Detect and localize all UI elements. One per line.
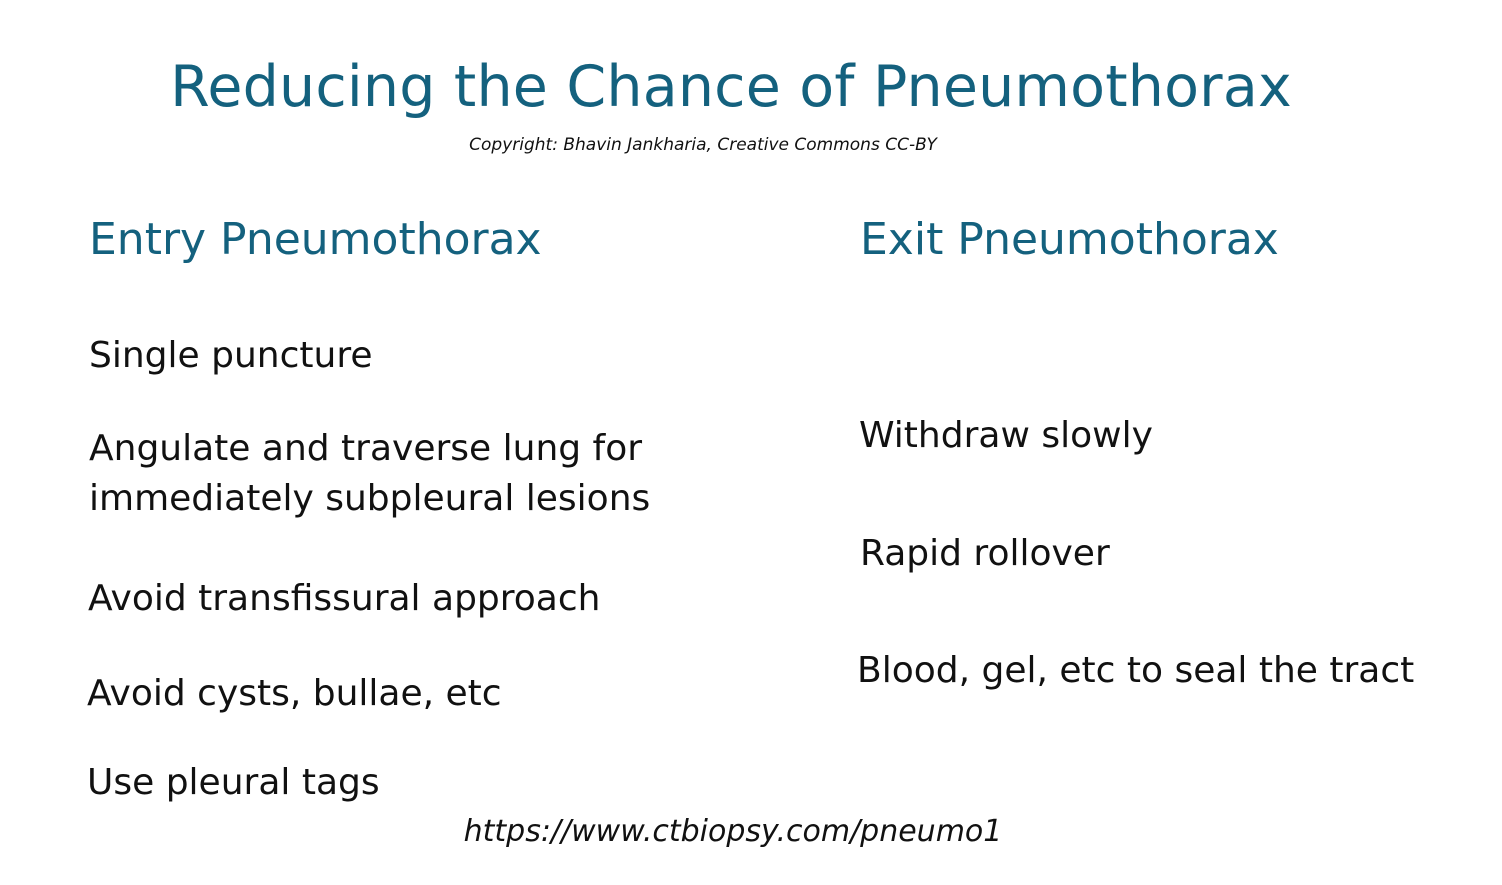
entry-pneumothorax-heading: Entry Pneumothorax xyxy=(89,214,542,265)
exit-pneumothorax-heading: Exit Pneumothorax xyxy=(860,214,1279,265)
entry-item-pleural-tags: Use pleural tags xyxy=(87,762,380,803)
entry-item-angulate-line1: Angulate and traverse lung for xyxy=(89,428,643,469)
copyright-notice: Copyright: Bhavin Jankharia, Creative Commons CC-BY xyxy=(469,135,937,155)
entry-item-avoid-cysts: Avoid cysts, bullae, etc xyxy=(87,673,502,714)
entry-item-angulate-line2: immediately subpleural lesions xyxy=(89,478,651,519)
exit-item-seal-tract: Blood, gel, etc to seal the tract xyxy=(857,650,1415,691)
entry-item-avoid-transfissural: Avoid transfissural approach xyxy=(88,578,601,619)
entry-item-single-puncture: Single puncture xyxy=(89,335,373,376)
exit-item-withdraw-slowly: Withdraw slowly xyxy=(859,415,1153,456)
source-url: https://www.ctbiopsy.com/pneumo1 xyxy=(463,814,1003,849)
entry-item-angulate xyxy=(89,424,650,524)
slide-title: Reducing the Chance of Pneumothorax xyxy=(170,54,1292,120)
exit-item-rapid-rollover: Rapid rollover xyxy=(860,533,1110,574)
